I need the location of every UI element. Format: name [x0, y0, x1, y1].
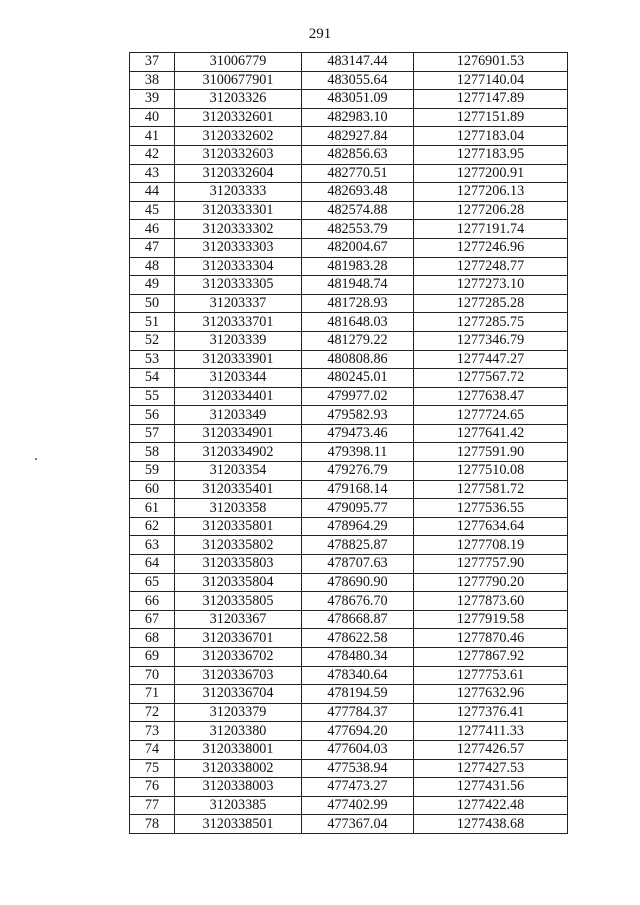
point-id-cell: 3120332602	[175, 127, 302, 146]
x-coordinate-cell: 480245.01	[302, 369, 414, 388]
row-number-cell: 43	[130, 164, 175, 183]
x-coordinate-cell: 477473.27	[302, 778, 414, 797]
x-coordinate-cell: 479398.11	[302, 443, 414, 462]
point-id-cell: 3120333901	[175, 350, 302, 369]
stray-mark	[35, 458, 37, 460]
y-coordinate-cell: 1277873.60	[414, 592, 568, 611]
point-id-cell: 3120335802	[175, 536, 302, 555]
row-number-cell: 56	[130, 406, 175, 425]
x-coordinate-cell: 481728.93	[302, 294, 414, 313]
y-coordinate-cell: 1277248.77	[414, 257, 568, 276]
row-number-cell: 63	[130, 536, 175, 555]
table-row	[130, 108, 568, 127]
point-id-cell: 31203379	[175, 703, 302, 722]
y-coordinate-cell: 1277757.90	[414, 555, 568, 574]
table-row	[130, 313, 568, 332]
point-id-cell: 31203354	[175, 462, 302, 481]
point-id-cell: 3120334902	[175, 443, 302, 462]
page-number: 291	[308, 26, 332, 42]
table-row	[130, 499, 568, 518]
x-coordinate-cell: 478340.64	[302, 666, 414, 685]
point-id-cell: 3120336704	[175, 685, 302, 704]
y-coordinate-cell: 1277790.20	[414, 573, 568, 592]
x-coordinate-cell: 479095.77	[302, 499, 414, 518]
row-number-cell: 61	[130, 499, 175, 518]
y-coordinate-cell: 1277411.33	[414, 722, 568, 741]
table-row	[130, 517, 568, 536]
y-coordinate-cell: 1277638.47	[414, 387, 568, 406]
point-id-cell: 31203380	[175, 722, 302, 741]
point-id-cell: 3120335401	[175, 480, 302, 499]
x-coordinate-cell: 482927.84	[302, 127, 414, 146]
point-id-cell: 3120338501	[175, 815, 302, 834]
x-coordinate-cell: 482553.79	[302, 220, 414, 239]
row-number-cell: 77	[130, 796, 175, 815]
point-id-cell: 3120335801	[175, 517, 302, 536]
table-row	[130, 90, 568, 109]
point-id-cell: 3120335804	[175, 573, 302, 592]
y-coordinate-cell: 1277753.61	[414, 666, 568, 685]
point-id-cell: 3120333303	[175, 238, 302, 257]
x-coordinate-cell: 477402.99	[302, 796, 414, 815]
table-row	[130, 53, 568, 72]
point-id-cell: 31203339	[175, 331, 302, 350]
table-row	[130, 369, 568, 388]
row-number-cell: 52	[130, 331, 175, 350]
table-row	[130, 145, 568, 164]
y-coordinate-cell: 1277285.75	[414, 313, 568, 332]
y-coordinate-cell: 1277919.58	[414, 610, 568, 629]
point-id-cell: 3100677901	[175, 71, 302, 90]
x-coordinate-cell: 481279.22	[302, 331, 414, 350]
row-number-cell: 47	[130, 238, 175, 257]
table-row	[130, 183, 568, 202]
row-number-cell: 40	[130, 108, 175, 127]
y-coordinate-cell: 1277634.64	[414, 517, 568, 536]
y-coordinate-cell: 1276901.53	[414, 53, 568, 72]
row-number-cell: 49	[130, 276, 175, 295]
y-coordinate-cell: 1277147.89	[414, 90, 568, 109]
x-coordinate-cell: 479168.14	[302, 480, 414, 499]
table-row	[130, 238, 568, 257]
point-id-cell: 31203337	[175, 294, 302, 313]
x-coordinate-cell: 478707.63	[302, 555, 414, 574]
table-row	[130, 201, 568, 220]
x-coordinate-cell: 479276.79	[302, 462, 414, 481]
point-id-cell: 3120335803	[175, 555, 302, 574]
row-number-cell: 60	[130, 480, 175, 499]
table-row	[130, 536, 568, 555]
y-coordinate-cell: 1277632.96	[414, 685, 568, 704]
x-coordinate-cell: 477604.03	[302, 740, 414, 759]
table-row	[130, 276, 568, 295]
row-number-cell: 70	[130, 666, 175, 685]
y-coordinate-cell: 1277510.08	[414, 462, 568, 481]
point-id-cell: 3120334901	[175, 424, 302, 443]
table-row	[130, 164, 568, 183]
row-number-cell: 54	[130, 369, 175, 388]
x-coordinate-cell: 479977.02	[302, 387, 414, 406]
x-coordinate-cell: 483051.09	[302, 90, 414, 109]
y-coordinate-cell: 1277536.55	[414, 499, 568, 518]
y-coordinate-cell: 1277426.57	[414, 740, 568, 759]
row-number-cell: 41	[130, 127, 175, 146]
point-id-cell: 3120332604	[175, 164, 302, 183]
row-number-cell: 65	[130, 573, 175, 592]
row-number-cell: 67	[130, 610, 175, 629]
x-coordinate-cell: 481648.03	[302, 313, 414, 332]
coordinates-table	[129, 52, 568, 834]
table-row	[130, 573, 568, 592]
x-coordinate-cell: 478194.59	[302, 685, 414, 704]
y-coordinate-cell: 1277581.72	[414, 480, 568, 499]
point-id-cell: 3120336701	[175, 629, 302, 648]
point-id-cell: 31203349	[175, 406, 302, 425]
point-id-cell: 31203385	[175, 796, 302, 815]
x-coordinate-cell: 482983.10	[302, 108, 414, 127]
y-coordinate-cell: 1277206.28	[414, 201, 568, 220]
row-number-cell: 68	[130, 629, 175, 648]
point-id-cell: 3120333305	[175, 276, 302, 295]
x-coordinate-cell: 479473.46	[302, 424, 414, 443]
point-id-cell: 3120332601	[175, 108, 302, 127]
row-number-cell: 64	[130, 555, 175, 574]
row-number-cell: 53	[130, 350, 175, 369]
y-coordinate-cell: 1277867.92	[414, 648, 568, 667]
row-number-cell: 72	[130, 703, 175, 722]
row-number-cell: 76	[130, 778, 175, 797]
point-id-cell: 3120333302	[175, 220, 302, 239]
row-number-cell: 58	[130, 443, 175, 462]
x-coordinate-cell: 482770.51	[302, 164, 414, 183]
y-coordinate-cell: 1277200.91	[414, 164, 568, 183]
table-row	[130, 220, 568, 239]
table-row	[130, 71, 568, 90]
point-id-cell: 31203367	[175, 610, 302, 629]
row-number-cell: 51	[130, 313, 175, 332]
row-number-cell: 38	[130, 71, 175, 90]
point-id-cell: 31203344	[175, 369, 302, 388]
y-coordinate-cell: 1277183.95	[414, 145, 568, 164]
y-coordinate-cell: 1277183.04	[414, 127, 568, 146]
y-coordinate-cell: 1277151.89	[414, 108, 568, 127]
y-coordinate-cell: 1277567.72	[414, 369, 568, 388]
table-body	[130, 53, 568, 834]
y-coordinate-cell: 1277346.79	[414, 331, 568, 350]
table-row	[130, 629, 568, 648]
row-number-cell: 37	[130, 53, 175, 72]
table-row	[130, 387, 568, 406]
row-number-cell: 50	[130, 294, 175, 313]
point-id-cell: 3120333701	[175, 313, 302, 332]
row-number-cell: 69	[130, 648, 175, 667]
point-id-cell: 3120338001	[175, 740, 302, 759]
y-coordinate-cell: 1277591.90	[414, 443, 568, 462]
table-row	[130, 648, 568, 667]
point-id-cell: 3120334401	[175, 387, 302, 406]
row-number-cell: 45	[130, 201, 175, 220]
y-coordinate-cell: 1277191.74	[414, 220, 568, 239]
x-coordinate-cell: 478622.58	[302, 629, 414, 648]
row-number-cell: 55	[130, 387, 175, 406]
x-coordinate-cell: 478676.70	[302, 592, 414, 611]
y-coordinate-cell: 1277206.13	[414, 183, 568, 202]
table-row	[130, 294, 568, 313]
x-coordinate-cell: 478964.29	[302, 517, 414, 536]
row-number-cell: 78	[130, 815, 175, 834]
table-row	[130, 666, 568, 685]
point-id-cell: 31203358	[175, 499, 302, 518]
row-number-cell: 57	[130, 424, 175, 443]
x-coordinate-cell: 481983.28	[302, 257, 414, 276]
point-id-cell: 3120333301	[175, 201, 302, 220]
point-id-cell: 3120335805	[175, 592, 302, 611]
x-coordinate-cell: 482574.88	[302, 201, 414, 220]
point-id-cell: 3120336703	[175, 666, 302, 685]
row-number-cell: 73	[130, 722, 175, 741]
point-id-cell: 31006779	[175, 53, 302, 72]
table-row	[130, 331, 568, 350]
table-row	[130, 257, 568, 276]
y-coordinate-cell: 1277870.46	[414, 629, 568, 648]
table-row	[130, 350, 568, 369]
table-row	[130, 740, 568, 759]
y-coordinate-cell: 1277246.96	[414, 238, 568, 257]
table-row	[130, 462, 568, 481]
x-coordinate-cell: 479582.93	[302, 406, 414, 425]
table-row	[130, 480, 568, 499]
x-coordinate-cell: 482693.48	[302, 183, 414, 202]
point-id-cell: 3120336702	[175, 648, 302, 667]
x-coordinate-cell: 477784.37	[302, 703, 414, 722]
point-id-cell: 3120338003	[175, 778, 302, 797]
y-coordinate-cell: 1277427.53	[414, 759, 568, 778]
table-row	[130, 759, 568, 778]
row-number-cell: 71	[130, 685, 175, 704]
x-coordinate-cell: 483055.64	[302, 71, 414, 90]
table-row	[130, 424, 568, 443]
row-number-cell: 39	[130, 90, 175, 109]
y-coordinate-cell: 1277376.41	[414, 703, 568, 722]
y-coordinate-cell: 1277438.68	[414, 815, 568, 834]
x-coordinate-cell: 478480.34	[302, 648, 414, 667]
row-number-cell: 62	[130, 517, 175, 536]
row-number-cell: 66	[130, 592, 175, 611]
y-coordinate-cell: 1277447.27	[414, 350, 568, 369]
row-number-cell: 59	[130, 462, 175, 481]
x-coordinate-cell: 483147.44	[302, 53, 414, 72]
x-coordinate-cell: 478825.87	[302, 536, 414, 555]
row-number-cell: 48	[130, 257, 175, 276]
point-id-cell: 3120332603	[175, 145, 302, 164]
table-row	[130, 406, 568, 425]
x-coordinate-cell: 477367.04	[302, 815, 414, 834]
table-row	[130, 685, 568, 704]
x-coordinate-cell: 478668.87	[302, 610, 414, 629]
table-row	[130, 703, 568, 722]
table-row	[130, 778, 568, 797]
y-coordinate-cell: 1277422.48	[414, 796, 568, 815]
x-coordinate-cell: 482004.67	[302, 238, 414, 257]
row-number-cell: 44	[130, 183, 175, 202]
row-number-cell: 75	[130, 759, 175, 778]
x-coordinate-cell: 481948.74	[302, 276, 414, 295]
table-row	[130, 592, 568, 611]
row-number-cell: 74	[130, 740, 175, 759]
table-row	[130, 443, 568, 462]
row-number-cell: 42	[130, 145, 175, 164]
table-row	[130, 127, 568, 146]
table-row	[130, 796, 568, 815]
y-coordinate-cell: 1277140.04	[414, 71, 568, 90]
point-id-cell: 31203333	[175, 183, 302, 202]
x-coordinate-cell: 478690.90	[302, 573, 414, 592]
x-coordinate-cell: 482856.63	[302, 145, 414, 164]
point-id-cell: 3120338002	[175, 759, 302, 778]
table-row	[130, 610, 568, 629]
table-row	[130, 722, 568, 741]
table-row	[130, 815, 568, 834]
x-coordinate-cell: 480808.86	[302, 350, 414, 369]
point-id-cell: 31203326	[175, 90, 302, 109]
x-coordinate-cell: 477538.94	[302, 759, 414, 778]
y-coordinate-cell: 1277708.19	[414, 536, 568, 555]
y-coordinate-cell: 1277285.28	[414, 294, 568, 313]
y-coordinate-cell: 1277641.42	[414, 424, 568, 443]
y-coordinate-cell: 1277724.65	[414, 406, 568, 425]
row-number-cell: 46	[130, 220, 175, 239]
y-coordinate-cell: 1277273.10	[414, 276, 568, 295]
x-coordinate-cell: 477694.20	[302, 722, 414, 741]
point-id-cell: 3120333304	[175, 257, 302, 276]
table-row	[130, 555, 568, 574]
y-coordinate-cell: 1277431.56	[414, 778, 568, 797]
